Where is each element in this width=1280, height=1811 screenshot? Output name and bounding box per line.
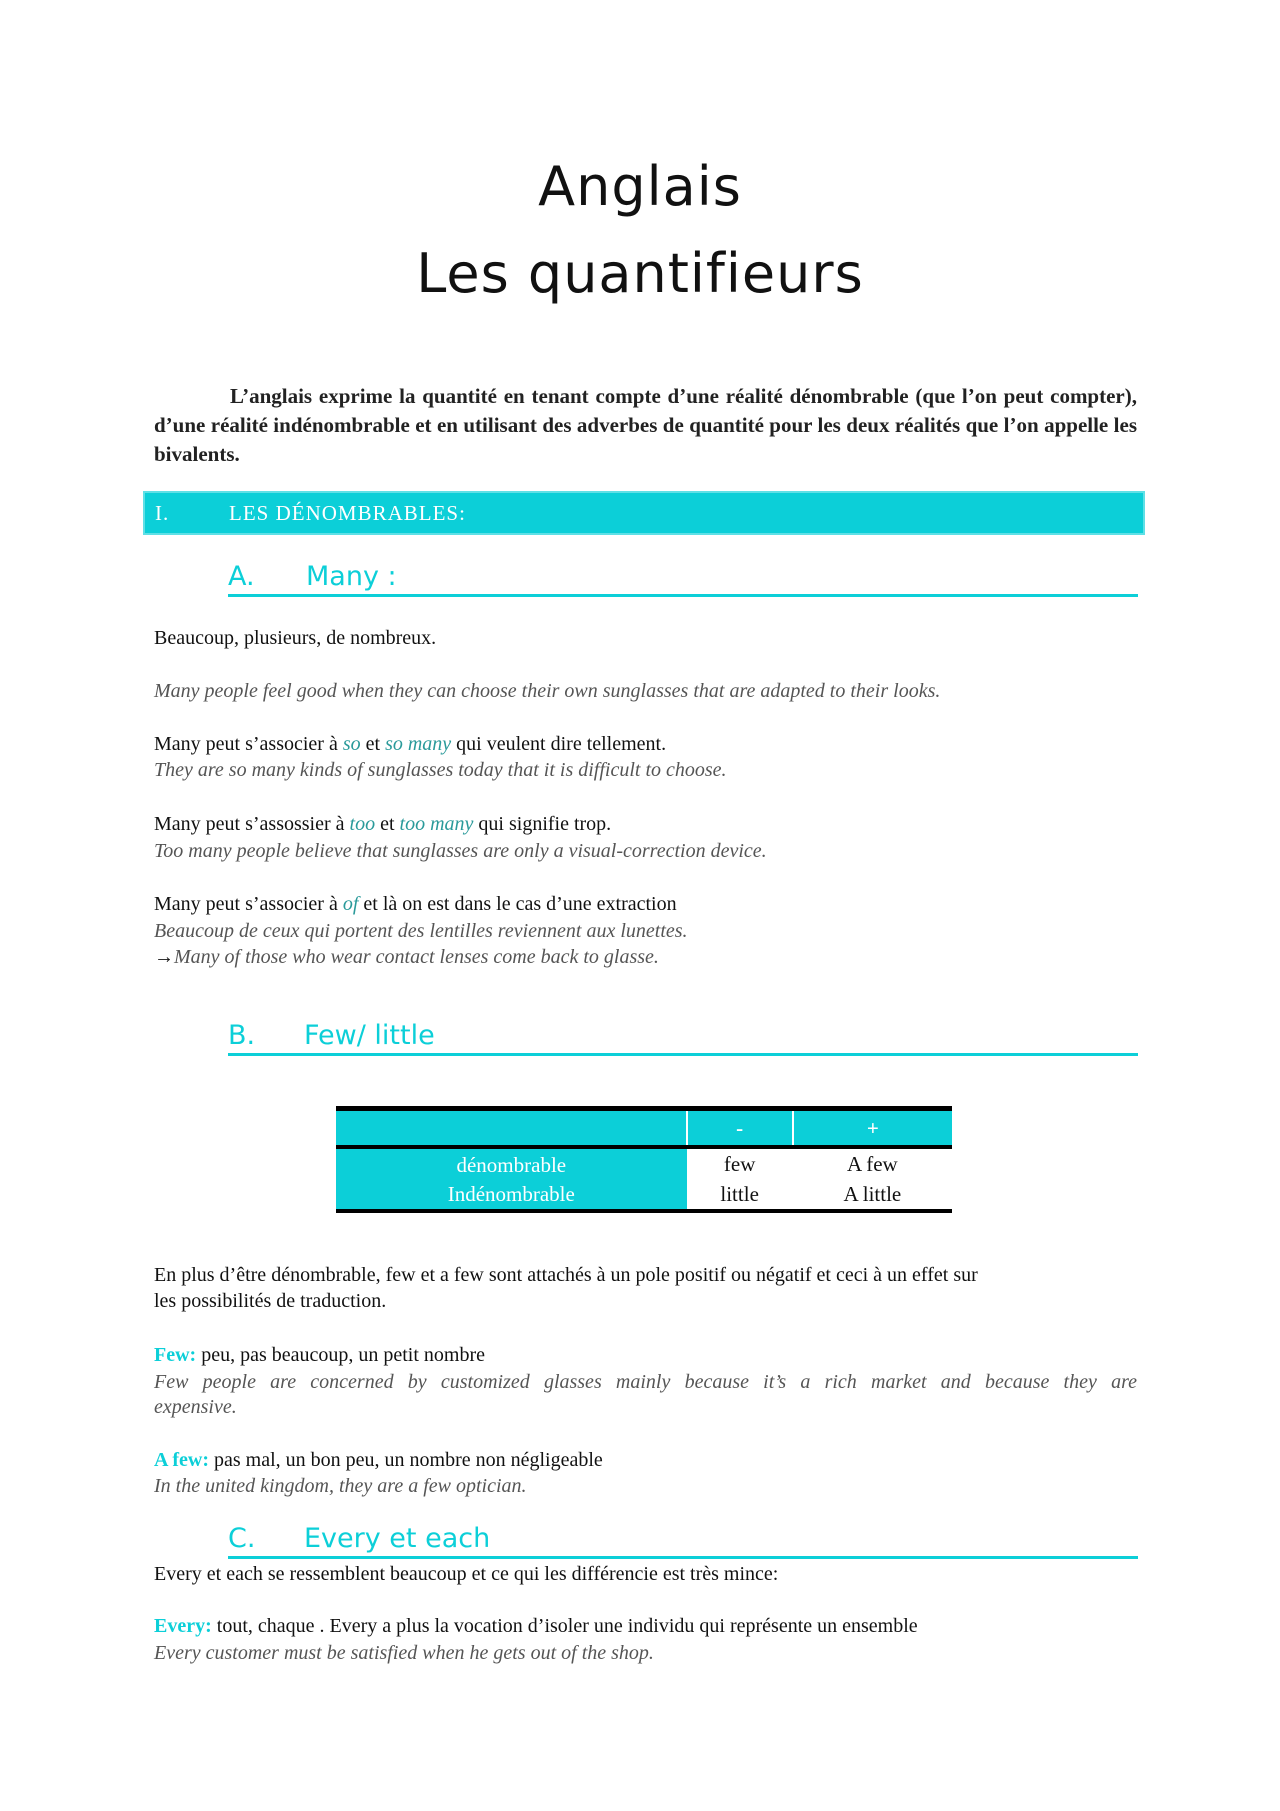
section-label: LES DÉNOMBRABLES: (229, 501, 466, 525)
table-row (336, 1180, 952, 1211)
too-example: Too many people believe that sunglasses are only a visual-correction device. (154, 840, 767, 862)
table-row (336, 1147, 952, 1180)
intro-paragraph: L’anglais exprime la quantité en tenant compte d’une réalité dénombrable (que l’on peut compter), d’une réalité indénombrable et en utilisant des adverbes de quantité pour les deux réalités que l’on appelle les bivalents. (154, 384, 1137, 466)
text: et (360, 733, 386, 755)
term-label: Every: (154, 1615, 212, 1637)
section-number: I. (155, 501, 170, 525)
table-header (336, 1109, 952, 1148)
text: peu, pas beaucoup, un petit nombre (196, 1344, 486, 1366)
too-rule (154, 811, 1137, 837)
subheading-b (228, 1017, 1138, 1056)
term-too-many: too many (399, 813, 474, 835)
few-paragraph-line1: En plus d’être dénombrable, few et a few sont attachés à un pole positif ou négatif et ceci à un effet sur (154, 1264, 978, 1286)
subheading-letter: C. (228, 1523, 256, 1554)
many-example: Many people feel good when they can choose their own sunglasses that are adapted to their looks. (154, 680, 941, 702)
afew-example: In the united kingdom, they are a few optician. (154, 1475, 527, 1497)
header-cell (336, 1109, 687, 1148)
table-cell: little (687, 1180, 793, 1211)
text: qui veulent dire tellement. (451, 733, 667, 755)
header-cell: - (687, 1109, 793, 1148)
few-little-table (336, 1106, 952, 1213)
table-cell: few (723, 1152, 756, 1176)
title-line1: Anglais (538, 155, 742, 218)
subheading-label: Every et each (304, 1523, 491, 1554)
term-of: of (342, 893, 359, 915)
afew-definition (154, 1447, 1137, 1473)
few-paragraph-line2: les possibilités de traduction. (154, 1290, 387, 1312)
subheading-label: Many : (306, 561, 397, 592)
header-cell: + (793, 1109, 952, 1148)
many-meaning: Beaucoup, plusieurs, de nombreux. (154, 627, 437, 649)
few-definition (154, 1342, 1137, 1368)
row-header: Indénombrable (336, 1180, 687, 1211)
few-example-line2: expensive. (154, 1396, 237, 1418)
table-cell: A little (793, 1180, 952, 1211)
term-too: too (349, 813, 376, 835)
so-rule (154, 731, 1137, 757)
text: qui signifie trop. (473, 813, 612, 835)
subheading-c (228, 1520, 1138, 1559)
title-line2: Les quantifieurs (416, 242, 864, 305)
table-cell: A few (846, 1152, 898, 1176)
subheading-label: Few/ little (304, 1020, 435, 1051)
arrow-icon: → (154, 946, 174, 968)
of-example-fr: Beaucoup de ceux qui portent des lentilles reviennent aux lunettes. (154, 920, 688, 942)
text: Many peut s’associer à (154, 893, 343, 915)
few-example-line1: Few people are concerned by customized glasses mainly because it’s a rich market and because they are (154, 1371, 1137, 1393)
section-heading-1 (143, 491, 1145, 535)
every-each-intro: Every et each se ressemblent beaucoup et ce qui les différencie est très mince: (154, 1563, 779, 1585)
subheading-a (228, 558, 1138, 597)
of-rule (154, 891, 1137, 917)
of-example-en (154, 944, 1137, 970)
term-label: A few: (154, 1449, 209, 1471)
so-example: They are so many kinds of sunglasses today that it is difficult to choose. (154, 759, 727, 781)
term-so: so (342, 733, 361, 755)
text: Many of those who wear contact lenses come back to glasse. (174, 946, 659, 968)
row-header: dénombrable (336, 1147, 687, 1180)
term-so-many: so many (385, 733, 452, 755)
term-label: Few: (154, 1344, 197, 1366)
every-definition (154, 1613, 1137, 1639)
every-example: Every customer must be satisfied when he gets out of the shop. (154, 1642, 654, 1664)
subheading-letter: B. (228, 1020, 256, 1051)
text: et (375, 813, 400, 835)
text: Many peut s’associer à (154, 733, 343, 755)
text: tout, chaque . Every a plus la vocation d’isoler une individu qui représente un ensemble (211, 1615, 918, 1637)
subheading-letter: A. (228, 561, 255, 592)
text: Many peut s’assossier à (154, 813, 350, 835)
text: et là on est dans le cas d’une extraction (358, 893, 677, 915)
text: pas mal, un bon peu, un nombre non négligeable (208, 1449, 603, 1471)
